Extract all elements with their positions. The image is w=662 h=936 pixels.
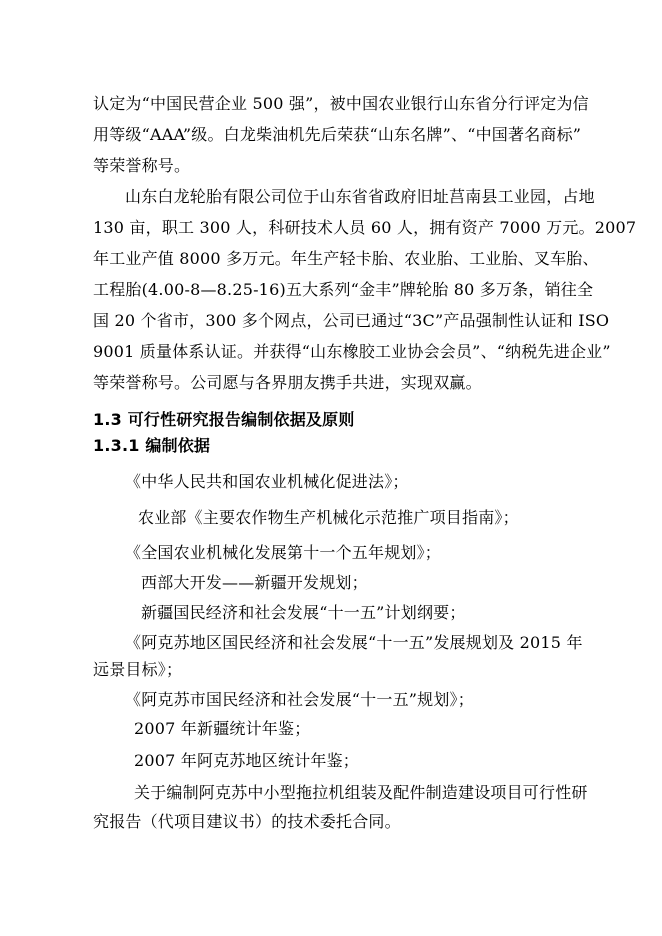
reference-item: 2007 年新疆统计年鉴；: [134, 719, 311, 738]
paragraph-1-line-1: 认定为“中国民营企业 500 强”，被中国农业银行山东省分行评定为信: [93, 94, 589, 113]
subsection-heading: 1.3.1 编制依据: [93, 436, 211, 455]
reference-item: 2007 年阿克苏地区统计年鉴；: [134, 751, 360, 770]
paragraph-2-line-6: 9001 质量体系认证。并获得“山东橡胶工业协会会员”、“纳税先进企业”: [93, 342, 611, 361]
reference-item: 《阿克苏地区国民经济和社会发展“十一五”发展规划及 2015 年: [125, 633, 583, 652]
paragraph-2-line-1: 山东白龙轮胎有限公司位于山东省省政府旧址莒南县工业园，占地: [125, 187, 595, 206]
paragraph-2-line-3: 年工业产值 8000 多万元。年生产轻卡胎、农业胎、工业胎、叉车胎、: [93, 249, 599, 268]
reference-item-continuation: 远景目标》；: [93, 660, 183, 679]
paragraph-2-line-2: 130 亩，职工 300 人，科研技术人员 60 人，拥有资产 7000 万元。2007: [93, 218, 637, 237]
reference-item: 《阿克苏市国民经济和社会发展“十一五”规划》；: [125, 690, 474, 709]
section-heading: 1.3 可行性研究报告编制依据及原则: [93, 410, 355, 429]
paragraph-2-line-7: 等荣誉称号。公司愿与各界朋友携手共进，实现双赢。: [93, 373, 482, 392]
reference-item: 《中华人民共和国农业机械化促进法》；: [125, 472, 409, 491]
paragraph-1-line-2: 用等级“AAA”级。白龙柴油机先后荣获“山东名牌”、“中国著名商标”: [93, 125, 582, 144]
reference-item: 农业部《主要农作物生产机械化示范推广项目指南》；: [138, 508, 519, 527]
reference-item: 西部大开发——新疆开发规划；: [141, 573, 368, 592]
reference-item: 《全国农业机械化发展第十一个五年规划》；: [125, 543, 442, 562]
paragraph-1-line-3: 等荣誉称号。: [93, 156, 191, 175]
paragraph-2-line-4: 工程胎(4.00-8—8.25-16)五大系列“金丰”牌轮胎 80 多万条，销往全: [93, 280, 594, 299]
reference-item: 新疆国民经济和社会发展“十一五”计划纲要；: [141, 603, 466, 622]
reference-item: 关于编制阿克苏中小型拖拉机组装及配件制造建设项目可行性研: [134, 783, 588, 802]
paragraph-2-line-5: 国 20 个省市，300 多个网点，公司已通过“3C”产品强制性认证和 ISO: [93, 311, 610, 330]
reference-item-continuation: 究报告（代项目建议书）的技术委托合同。: [93, 812, 401, 831]
